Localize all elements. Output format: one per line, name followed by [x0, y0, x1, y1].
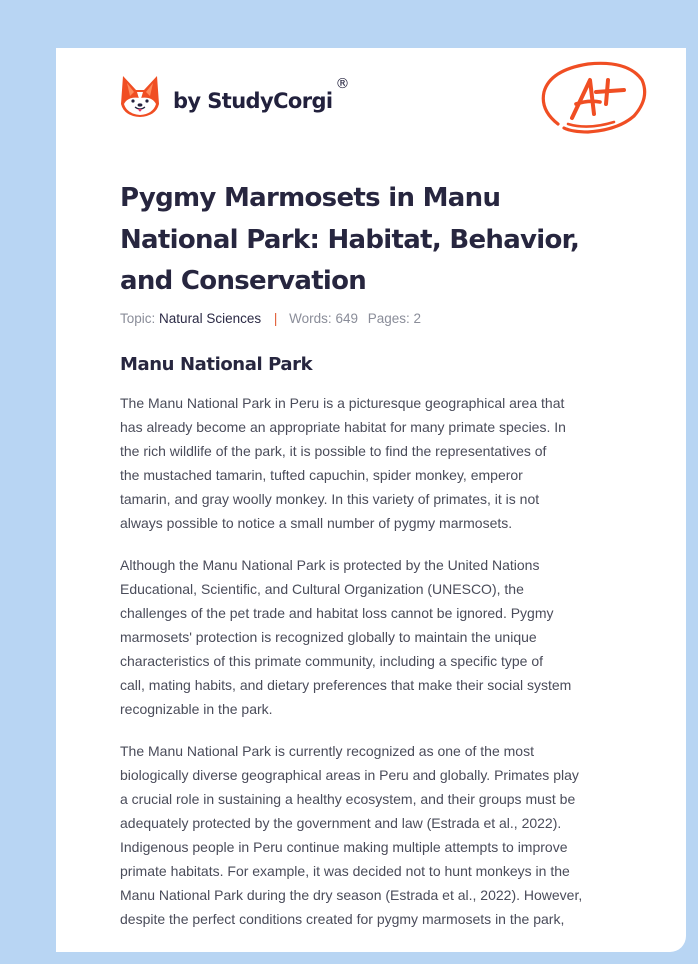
text-line: despite the perfect conditions created for pygmy marmosets in the park,: [120, 911, 565, 927]
pages-count: 2: [413, 311, 422, 326]
text-line: always possible to notice a small number of pygmy marmosets.: [120, 515, 513, 531]
text-line: characteristics of this primate community, including a specific type of: [120, 653, 544, 669]
a-plus-badge-icon: [538, 58, 650, 147]
text-line: biologically diverse geographical areas in Peru and globally. Primates play: [120, 767, 579, 783]
essay-card: [56, 48, 686, 952]
paragraph: [120, 391, 640, 535]
title-line: National Park: Habitat, Behavior,: [120, 224, 580, 255]
title-line: and Conservation: [120, 266, 367, 296]
pages-label: Pages:: [367, 311, 410, 326]
topic-link[interactable]: Natural Sciences: [159, 311, 262, 326]
studycorgi-logo[interactable]: [120, 74, 350, 118]
paragraph: [120, 553, 640, 721]
text-line: Although the Manu National Park is protected by the United Nations: [120, 557, 540, 573]
text-line: call, mating habits, and dietary preferences that make their social system: [120, 677, 572, 693]
text-line: the mustached tamarin, tufted capuchin, spider monkey, emperor: [120, 467, 523, 483]
text-line: recognizable in the park.: [120, 701, 273, 717]
section-heading: Manu National Park: [120, 354, 313, 375]
paragraph: [120, 739, 640, 931]
article-title: [120, 178, 620, 303]
corgi-logo-icon: [120, 74, 160, 118]
text-line: Educational, Scientific, and Cultural Organization (UNESCO), the: [120, 581, 524, 597]
registered-mark: ®: [335, 76, 350, 92]
text-line: a crucial role in sustaining a healthy ecosystem, and their groups must be: [120, 791, 576, 807]
text-line: marmosets' protection is recognized globally to maintain the unique: [120, 629, 537, 645]
meta-separator: |: [273, 311, 278, 326]
words-label: Words:: [289, 311, 332, 326]
text-line: the rich wildlife of the park, it is possible to find the representatives of: [120, 443, 547, 459]
article-meta: [120, 311, 421, 326]
title-line: Pygmy Marmosets in Manu: [120, 183, 501, 213]
text-line: Manu National Park during the dry season (Estrada et al., 2022). However,: [120, 887, 583, 903]
article-body: [120, 391, 640, 949]
words-count: 649: [335, 311, 358, 326]
text-line: has already become an appropriate habitat for many primate species. In: [120, 419, 566, 435]
text-line: adequately protected by the government and law (Estrada et al., 2022).: [120, 815, 562, 831]
text-line: Indigenous people in Peru continue making multiple attempts to improve: [120, 839, 568, 855]
text-line: primate habitats. For example, it was decided not to hunt monkeys in the: [120, 863, 570, 879]
text-line: challenges of the pet trade and habitat loss cannot be ignored. Pygmy: [120, 605, 554, 621]
text-line: The Manu National Park in Peru is a picturesque geographical area that: [120, 395, 565, 411]
text-line: The Manu National Park is currently recognized as one of the most: [120, 743, 534, 759]
brand-name: by StudyCorgi: [173, 89, 333, 113]
text-line: tamarin, and gray woolly monkey. In this variety of primates, it is not: [120, 491, 540, 507]
topic-label: Topic:: [120, 311, 156, 326]
